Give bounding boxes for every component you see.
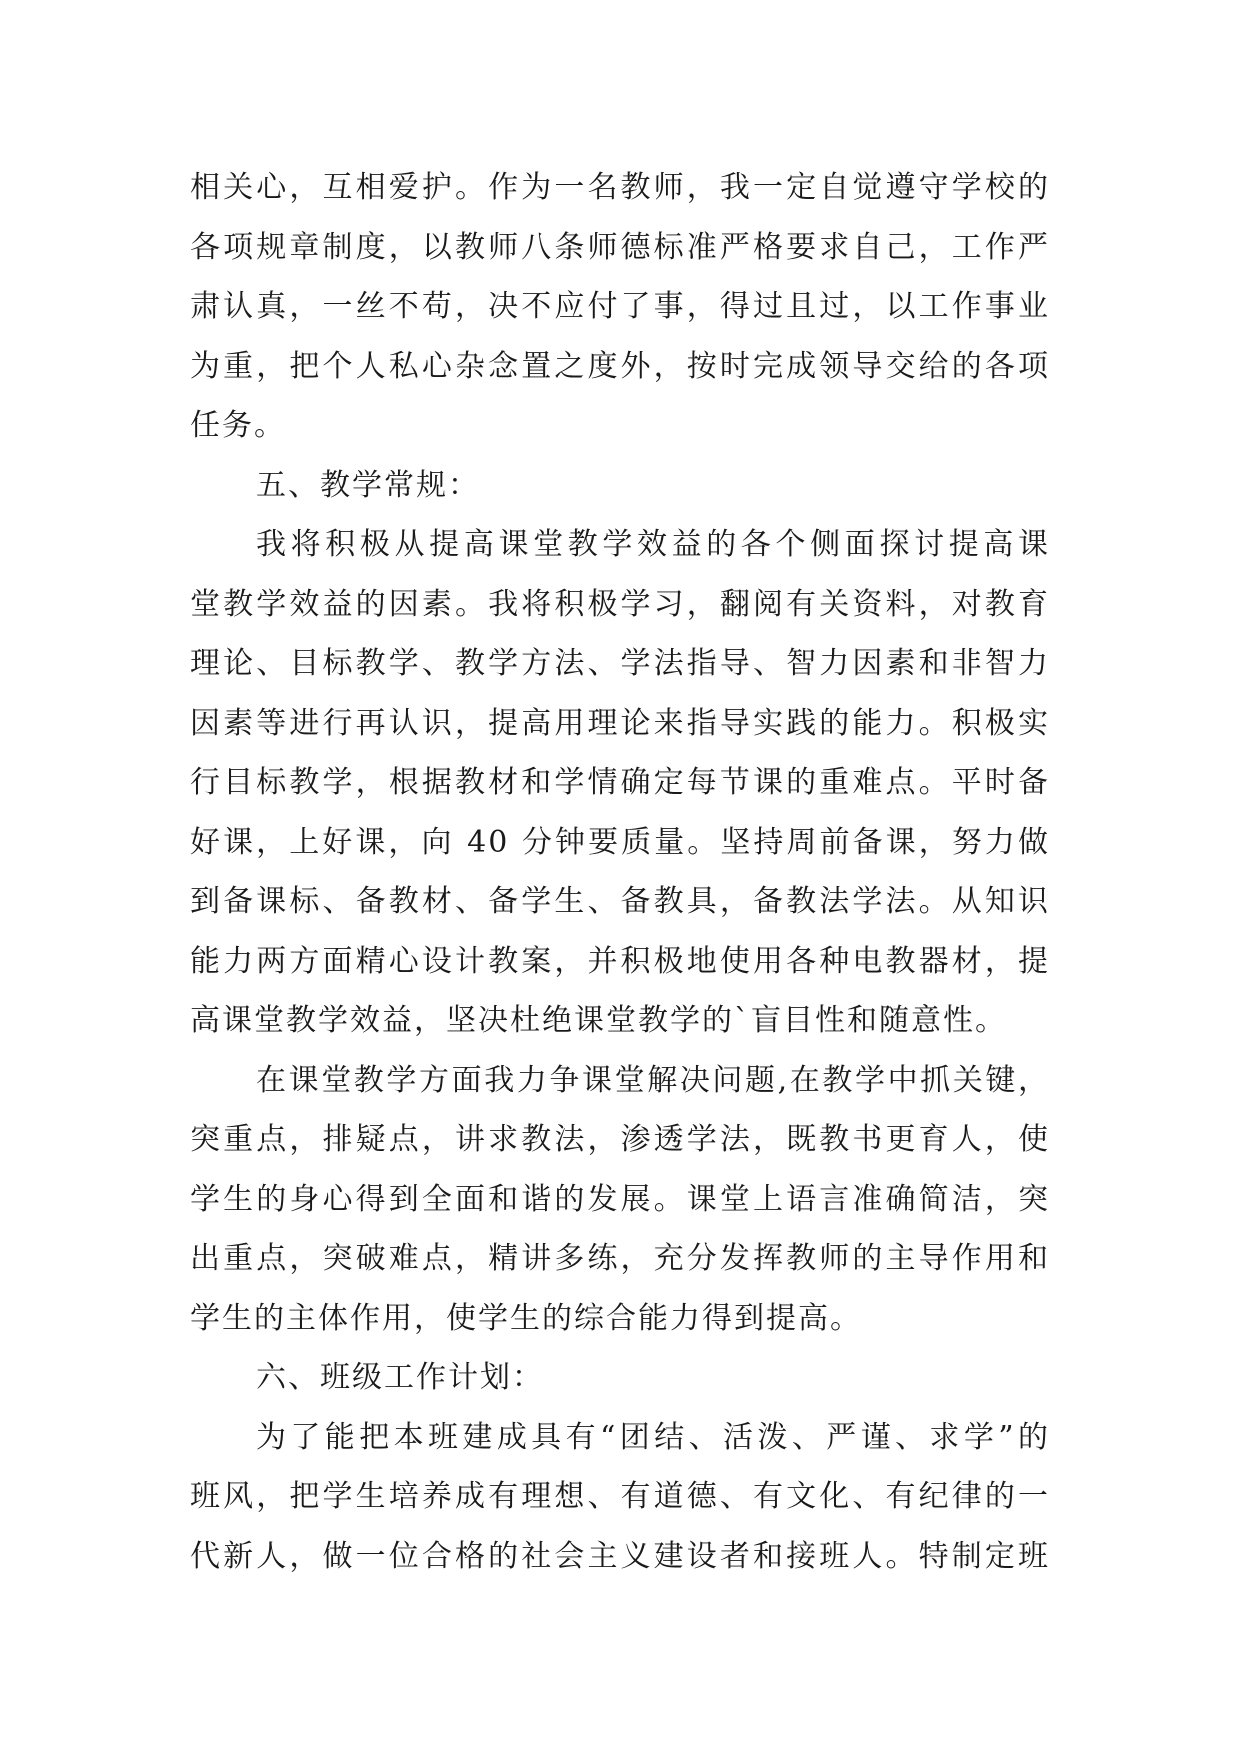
section-heading: 五、教学常规： bbox=[256, 467, 480, 503]
paragraph-line: 肃认真，一丝不苟，决不应付了事，得过且过，以工作事业 bbox=[190, 289, 1050, 324]
paragraph-line: 各项规章制度，以教师八条师德标准严格要求自己，工作严 bbox=[190, 229, 1050, 265]
paragraph-line: 学生的身心得到全面和谐的发展。课堂上语言准确简洁，突 bbox=[190, 1181, 1050, 1217]
paragraph-line: 出重点，突破难点，精讲多练，充分发挥教师的主导作用和 bbox=[190, 1241, 1050, 1276]
paragraph-line: 高课堂教学效益，坚决杜绝课堂教学的`盲目性和随意性。 bbox=[190, 1003, 1007, 1038]
section-heading: 六、班级工作计划： bbox=[256, 1360, 544, 1395]
paragraph-line: 因素等进行再认识，提高用理论来指导实践的能力。积极实 bbox=[190, 705, 1050, 741]
paragraph-line: 理论、目标教学、教学方法、学法指导、智力因素和非智力 bbox=[190, 646, 1050, 681]
paragraph-line: 好课，上好课，向 40 分钟要质量。坚持周前备课，努力做 bbox=[190, 824, 1050, 860]
document-body bbox=[190, 158, 1050, 1586]
paragraph-line: 为重，把个人私心杂念置之度外，按时完成领导交给的各项 bbox=[190, 348, 1050, 384]
paragraph-line: 为了能把本班建成具有“团结、活泼、严谨、求学”的 bbox=[256, 1419, 1050, 1455]
paragraph-line: 任务。 bbox=[190, 408, 286, 443]
paragraph-line: 班风，把学生培养成有理想、有道德、有文化、有纪律的一 bbox=[190, 1479, 1050, 1514]
paragraph-line: 堂教学效益的因素。我将积极学习，翻阅有关资料，对教育 bbox=[190, 586, 1050, 622]
paragraph-line: 相关心，互相爱护。作为一名教师，我一定自觉遵守学校的 bbox=[190, 170, 1050, 205]
paragraph-line: 学生的主体作用，使学生的综合能力得到提高。 bbox=[190, 1300, 862, 1336]
paragraph-line: 能力两方面精心设计教案，并积极地使用各种电教器材，提 bbox=[190, 943, 1050, 979]
paragraph-line: 到备课标、备教材、备学生、备教具，备教法学法。从知识 bbox=[190, 884, 1050, 919]
paragraph-line: 我将积极从提高课堂教学效益的各个侧面探讨提高课 bbox=[256, 527, 1050, 562]
paragraph-line: 在课堂教学方面我力争课堂解决问题,在教学中抓关键， bbox=[256, 1062, 1050, 1098]
paragraph-line: 行目标教学，根据教材和学情确定每节课的重难点。平时备 bbox=[190, 765, 1050, 800]
paragraph-line: 突重点，排疑点，讲求教法，渗透学法，既教书更育人，使 bbox=[190, 1122, 1050, 1157]
paragraph-line: 代新人，做一位合格的社会主义建设者和接班人。特制定班 bbox=[190, 1538, 1050, 1574]
